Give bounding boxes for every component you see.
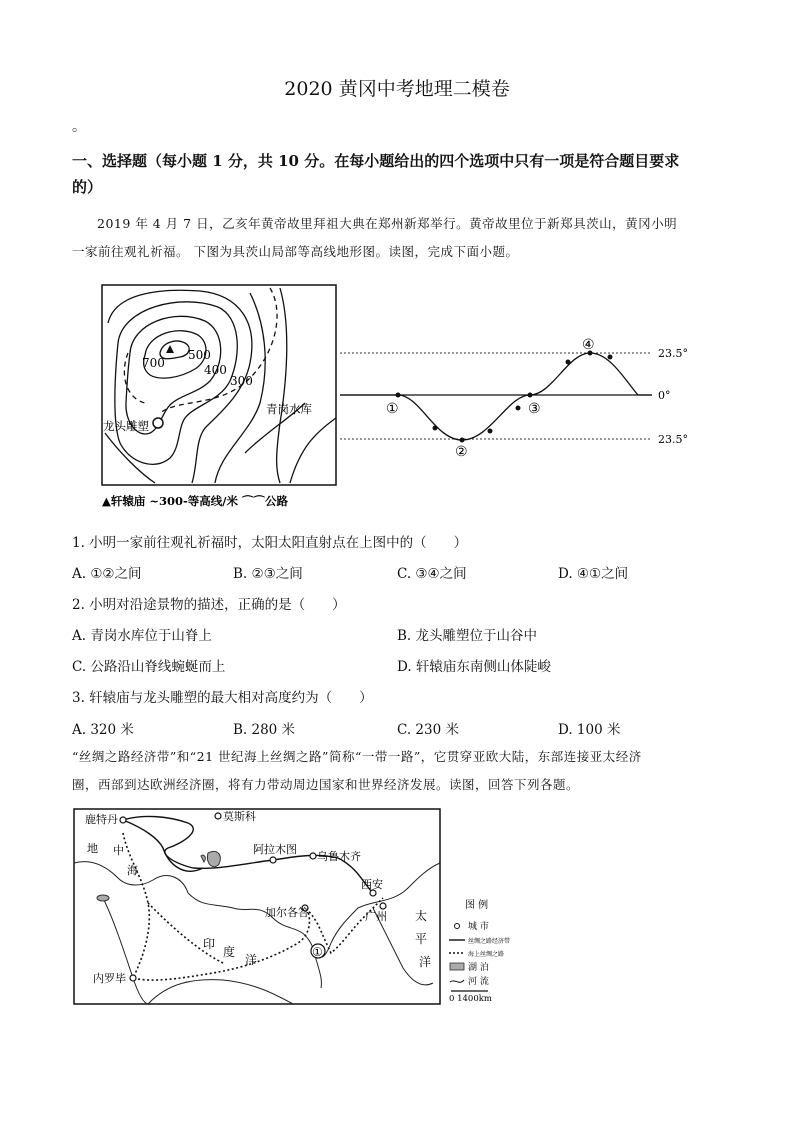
map-legend — [449, 898, 510, 1004]
section-heading-line1: 一、选择题（每小题 1 分，共 10 分。在每小题给出的四个选项中只有一项是符合题目要求 — [72, 152, 680, 170]
legend-river-symbol — [450, 980, 464, 982]
question-3-option-b[interactable]: B. 280 米 — [233, 722, 296, 738]
region-label-ping: 平 — [415, 932, 428, 946]
section-heading-line2: 的） — [72, 178, 103, 196]
question-1-option-d[interactable]: D. ④①之间 — [558, 566, 629, 582]
sun-path-curve — [340, 353, 652, 440]
region-label-yang-pacific: 洋 — [419, 955, 432, 969]
legend-city-symbol — [455, 924, 460, 929]
statue-marker-icon — [153, 418, 163, 428]
passage-2-line1: “丝绸之路经济带”和“21 世纪海上丝绸之路”简称“一带一路”，它贯穿亚欧大陆，东部连接亚太经济 — [72, 749, 642, 764]
question-3-option-d[interactable]: D. 100 米 — [558, 722, 621, 738]
passage-2-line2: 圈，西部到达欧洲经济圈，将有力带动周边国家和世界经济发展。读图，回答下列各题。 — [72, 777, 580, 792]
question-2-option-c[interactable]: C. 公路沿山脊线蜿蜒而上 — [72, 659, 226, 675]
legend-maritime: 海上丝绸之路 — [468, 951, 505, 958]
page-title: 2020 黄冈中考地理二模卷 — [284, 78, 510, 100]
contour-label-400: 400 — [204, 363, 227, 377]
legend-lake-symbol — [450, 963, 464, 970]
contour-label-300: 300 — [230, 374, 253, 388]
question-1-option-b[interactable]: B. ②③之间 — [233, 566, 303, 582]
region-label-zhong: 中 — [113, 844, 124, 857]
city-label-kolkata: 加尔各答 — [265, 906, 309, 919]
solar-latitude-figure — [340, 335, 700, 460]
city-label-guangzhou: 广州 — [365, 910, 387, 923]
city-label-almaty: 阿拉木图 — [253, 843, 297, 856]
legend-lake: 湖 泊 — [468, 963, 489, 973]
question-3-stem: 3. 轩辕庙与龙头雕塑的最大相对高度约为（ ） — [72, 690, 373, 706]
question-3-option-c[interactable]: C. 230 米 — [397, 722, 459, 738]
point-label-2: ② — [455, 444, 468, 460]
question-1-option-a[interactable]: A. ①②之间 — [72, 566, 142, 582]
legend-title: 图 例 — [465, 900, 489, 911]
question-3-option-a[interactable]: A. 320 米 — [72, 722, 134, 738]
passage-2 — [72, 743, 724, 799]
region-label-hai: 海 — [127, 864, 138, 877]
city-label-rotterdam: 鹿特丹 — [85, 813, 118, 826]
lat-label-bottom: 23.5° — [658, 433, 688, 446]
region-label-tai: 太 — [415, 909, 428, 923]
stray-mark: 。 — [72, 119, 86, 135]
city-label-xian: 西安 — [361, 878, 383, 891]
region-label-di: 地 — [87, 842, 98, 855]
section-heading — [72, 148, 722, 200]
curve-points — [396, 351, 613, 443]
question-2-option-a[interactable]: A. 青岗水库位于山脊上 — [72, 628, 212, 644]
passage-1-line2: 一家前往观礼祈福。 下图为具茨山局部等高线地形图。读图，完成下面小题。 — [72, 244, 519, 259]
city-label-nairobi: 内罗毕 — [93, 972, 126, 985]
question-1-option-c[interactable]: C. ③④之间 — [397, 566, 467, 582]
point-label-4: ④ — [582, 337, 595, 353]
lat-label-mid: 0° — [658, 389, 671, 402]
belt-road-map — [73, 808, 523, 1008]
question-2-stem: 2. 小明对沿途景物的描述，正确的是（ ） — [72, 597, 346, 613]
passage-1 — [72, 210, 724, 266]
city-label-moscow: 莫斯科 — [223, 810, 256, 823]
legend-city: 城 市 — [468, 922, 489, 932]
question-2-option-d[interactable]: D. 轩辕庙东南侧山体陡峻 — [397, 659, 551, 675]
reservoir-label: 青岗水库 — [266, 402, 312, 416]
statue-label: 龙头雕塑 — [103, 419, 149, 433]
question-2-option-b[interactable]: B. 龙头雕塑位于山谷中 — [397, 628, 538, 644]
legend-river: 河 流 — [468, 977, 489, 987]
contour-label-700: 700 — [142, 356, 165, 370]
passage-1-line1: 2019 年 4 月 7 日，乙亥年黄帝故里拜祖大典在郑州新郑举行。黄帝故里位于新郑具茨山，黄冈小明 — [97, 216, 678, 231]
region-label-du: 度 — [223, 945, 236, 959]
map-marker-label: ① — [312, 945, 323, 959]
city-label-urumqi: 乌鲁木齐 — [317, 850, 361, 863]
lat-label-top: 23.5° — [658, 347, 688, 360]
legend-belt: 丝绸之路经济带 — [468, 938, 511, 945]
contour-map-figure — [100, 283, 340, 513]
region-label-yin: 印 — [203, 937, 216, 951]
contour-label-500: 500 — [188, 348, 211, 362]
point-label-1: ① — [386, 401, 399, 417]
point-label-3: ③ — [528, 401, 541, 417]
question-1-stem: 1. 小明一家前往观礼祈福时，太阳太阳直射点在上图中的（ ） — [72, 535, 468, 551]
region-label-yang: 洋 — [245, 953, 258, 967]
contour-map-legend: ▲轩辕庙 ~300-等高线/米 ⌒⌒公路 — [102, 494, 288, 508]
legend-scale: 0 1400km — [449, 994, 492, 1004]
